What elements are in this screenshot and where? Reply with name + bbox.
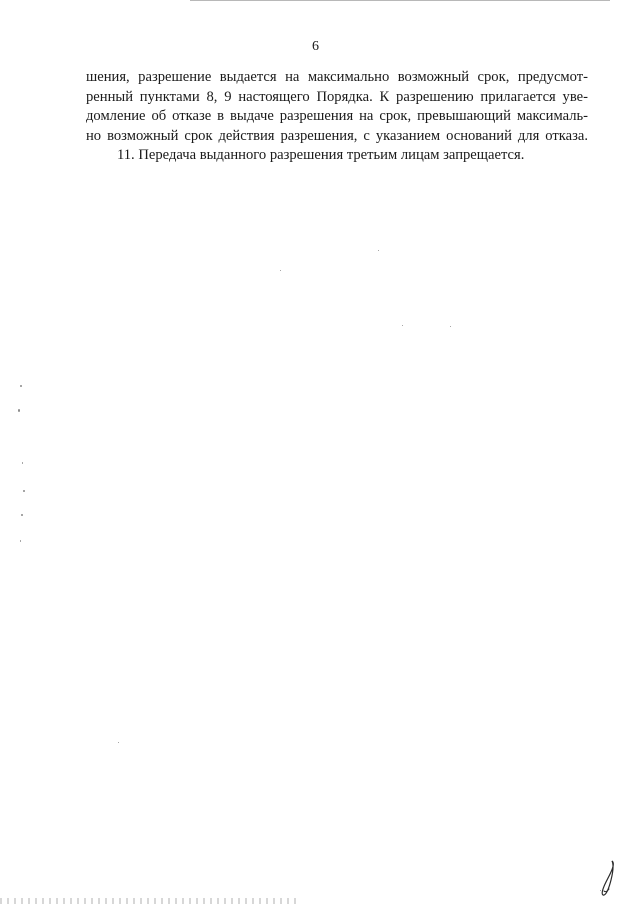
scan-speck xyxy=(450,326,451,327)
text-line: шения, разрешение выдается на максимально возможный срок, предусмот- xyxy=(86,69,588,85)
scan-speck xyxy=(20,540,21,542)
scan-speck xyxy=(280,270,281,271)
scan-speck xyxy=(402,325,403,326)
scan-speck xyxy=(21,514,23,516)
scan-edge-line xyxy=(190,0,610,1)
scan-noise-strip xyxy=(0,898,300,904)
paragraph-continuation xyxy=(86,68,588,146)
scan-speck xyxy=(378,250,379,251)
text-line: 11. Передача выданного разрешения третьим лицам запрещается. xyxy=(117,147,525,163)
text-line: домление об отказе в выдаче разрешения на срок, превышающий максималь- xyxy=(86,108,588,124)
scan-speck xyxy=(118,742,119,743)
scan-speck xyxy=(18,409,20,412)
scan-speck xyxy=(22,462,23,464)
handwritten-initial xyxy=(596,858,618,898)
text-line: но возможный срок действия разрешения, с указанием оснований для отказа. xyxy=(86,127,588,144)
page-number: 6 xyxy=(312,39,319,54)
paragraph-item-11 xyxy=(86,146,588,166)
scan-speck xyxy=(20,385,22,387)
text-line: ренный пунктами 8, 9 настоящего Порядка. К разрешению прилагается уве- xyxy=(86,88,588,105)
document-body xyxy=(86,68,588,166)
scan-speck xyxy=(23,490,25,492)
